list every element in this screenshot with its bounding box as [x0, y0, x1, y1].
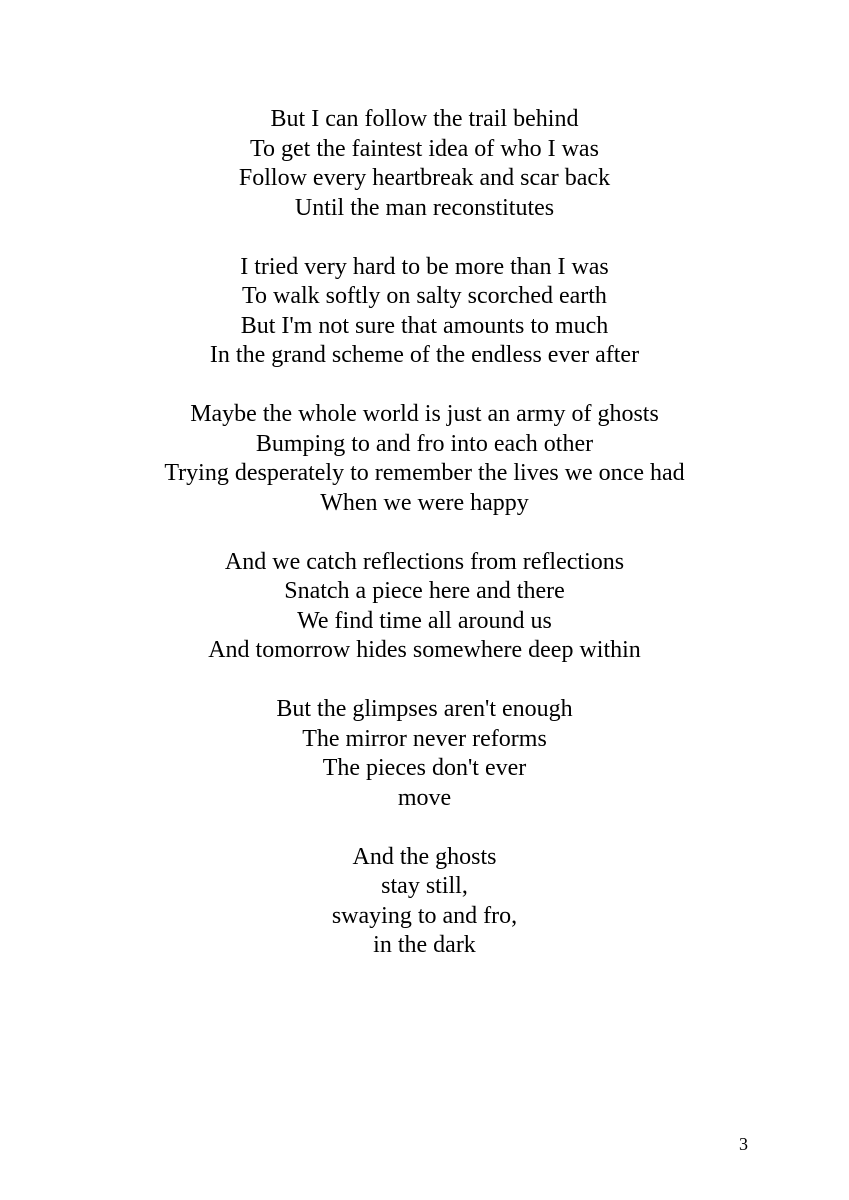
- poem-line: But the glimpses aren't enough: [276, 696, 573, 722]
- poem-line: But I can follow the trail behind: [270, 106, 579, 132]
- poem-line: stay still,: [381, 873, 468, 899]
- poem-line: Until the man reconstitutes: [294, 194, 555, 221]
- poem-line: in the dark: [373, 932, 476, 958]
- poem-line: To get the faintest idea of who I was: [250, 135, 599, 162]
- poem-line: We find time all around us: [297, 607, 552, 634]
- poem-line: I tried very hard to be more than I was: [240, 253, 609, 280]
- poem-line: Trying desperately to remember the lives we once had: [164, 460, 685, 486]
- stanza-4: [0, 548, 849, 666]
- poem-line: When we were happy: [320, 489, 529, 516]
- poem-line: swaying to and fro,: [331, 902, 518, 929]
- stanza-5: [0, 695, 849, 813]
- poem-line: Bumping to and fro into each other: [255, 430, 594, 457]
- poem-line: The pieces don't ever: [322, 755, 527, 781]
- poem-body: [0, 105, 849, 990]
- poem-line: The mirror never reforms: [302, 725, 547, 752]
- poem-line: Follow every heartbreak and scar back: [238, 165, 611, 191]
- poem-line: And we catch reflections from reflections: [224, 548, 625, 575]
- poem-line: And the ghosts: [352, 843, 497, 870]
- poem-line: Maybe the whole world is just an army of ghosts: [190, 401, 659, 427]
- poem-line: And tomorrow hides somewhere deep within: [208, 637, 641, 663]
- stanza-6: [0, 843, 849, 961]
- stanza-1: [0, 105, 849, 223]
- poem-line: To walk softly on salty scorched earth: [242, 283, 607, 309]
- poem-line: In the grand scheme of the endless ever after: [209, 342, 640, 368]
- stanza-3: [0, 400, 849, 518]
- stanza-2: [0, 253, 849, 371]
- poem-line: Snatch a piece here and there: [284, 578, 565, 604]
- poem-line: move: [397, 784, 452, 811]
- page-number: 3: [739, 1134, 748, 1154]
- poem-line: But I'm not sure that amounts to much: [240, 312, 609, 339]
